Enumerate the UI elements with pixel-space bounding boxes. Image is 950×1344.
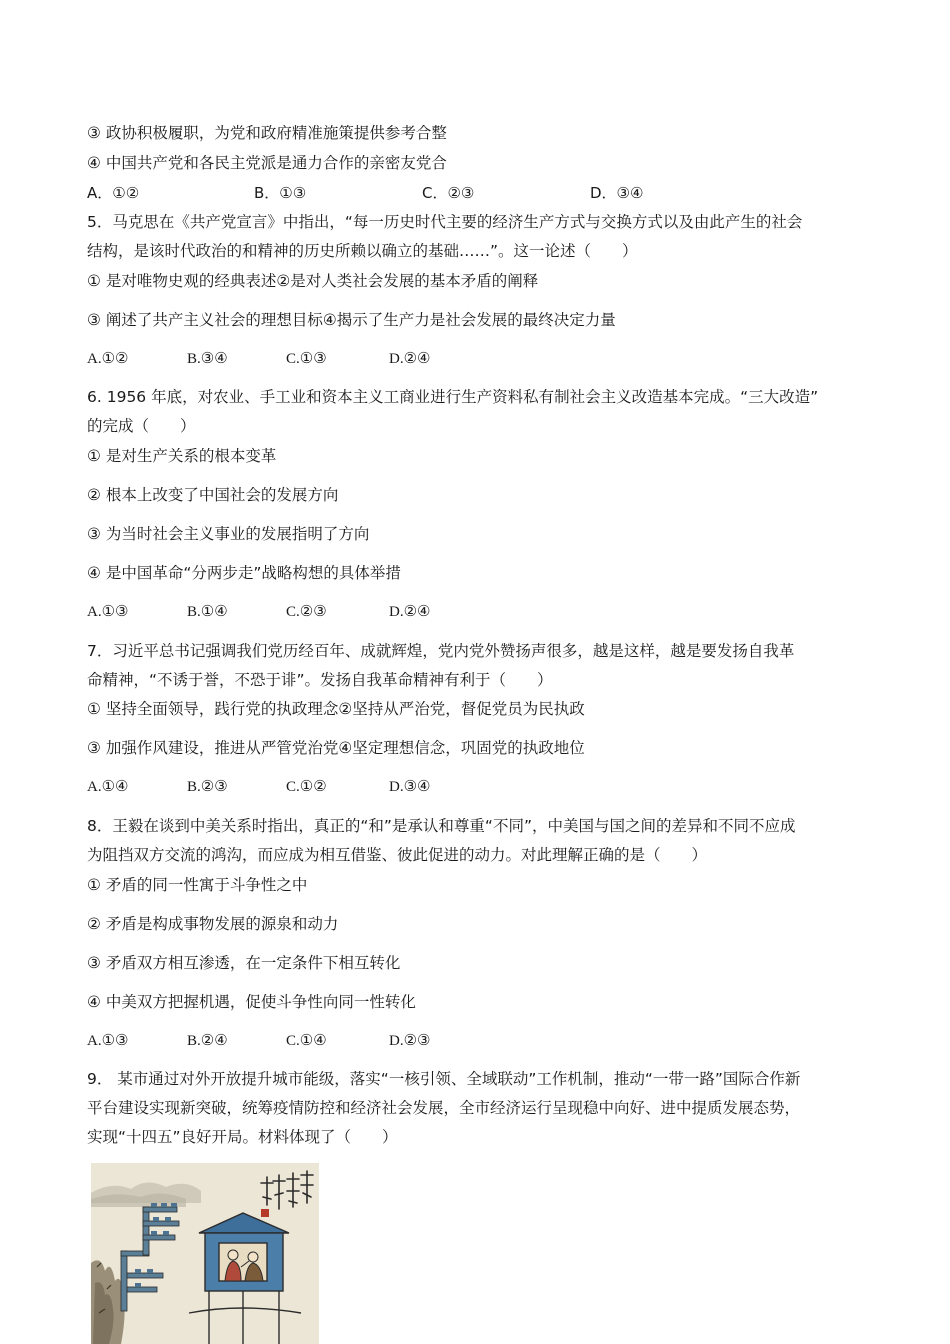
q6-stem-line-2: 的完成（ ）	[87, 417, 196, 435]
q6-item-3: ③ 为当时社会主义事业的发展指明了方向	[87, 525, 370, 543]
q7-items-line-1: ① 坚持全面领导，践行党的执政理念②坚持从严治党，督促党员为民执政	[87, 700, 585, 718]
q8-option-a: A.①③	[87, 1033, 129, 1049]
q8-option-b: B.②④	[187, 1033, 228, 1049]
q4-option-b: B．①③	[254, 184, 307, 202]
q6-option-a: A.①③	[87, 604, 129, 620]
q6-option-d: D.②④	[389, 604, 431, 620]
q5-option-c: C.①③	[286, 351, 327, 367]
q6-item-1: ① 是对生产关系的根本变革	[87, 447, 277, 465]
q8-item-2: ② 矛盾是构成事物发展的源泉和动力	[87, 915, 339, 933]
q7-option-b: B.②③	[187, 779, 228, 795]
q6-option-b: B.①④	[187, 604, 228, 620]
q5-stem-line-2: 结构，是该时代政治的和精神的历史所赖以确立的基础……”。这一论述（ ）	[87, 242, 638, 260]
q5-items-line-1: ① 是对唯物史观的经典表述②是对人类社会发展的基本矛盾的阐释	[87, 272, 539, 290]
q5-stem-line-1: 5．马克思在《共产党宣言》中指出，“每一历史时代主要的经济生产方式与交换方式以及由此产生的社会	[87, 213, 803, 231]
q8-item-1: ① 矛盾的同一性寓于斗争性之中	[87, 876, 308, 894]
q4-item-3: ③ 政协积极履职，为党和政府精准施策提供参考合整	[87, 124, 447, 142]
q8-stem-line-1: 8．王毅在谈到中美关系时指出，真正的“和”是承认和尊重“不同”，中美国与国之间的差异和不同不应成	[87, 817, 796, 835]
q9-stem-line-3: 实现“十四五”良好开局。材料体现了（ ）	[87, 1128, 398, 1146]
q9-stem-line-1: 9． 某市通过对外开放提升城市能级，落实“一核引领、全域联动”工作机制，推动“一带一路”国际合作新	[87, 1070, 801, 1088]
q7-option-d: D.③④	[389, 779, 431, 795]
q7-option-c: C.①②	[286, 779, 327, 795]
q4-option-c: C．②③	[422, 184, 475, 202]
q5-items-line-2: ③ 阐述了共产主义社会的理想目标④揭示了生产力是社会发展的最终决定力量	[87, 311, 616, 329]
q4-option-a: A．①②	[87, 184, 140, 202]
q8-stem-line-2: 为阻挡双方交流的鸿沟，而应成为相互借鉴、彼此促进的动力。对此理解正确的是（ ）	[87, 846, 708, 864]
cartoon-illustration	[91, 1163, 319, 1344]
q7-items-line-2: ③ 加强作风建设，推进从严管党治党④坚定理想信念，巩固党的执政地位	[87, 739, 585, 757]
q5-option-d: D.②④	[389, 351, 431, 367]
q7-stem-line-2: 命精神，“不诱于誉，不恐于诽”。发扬自我革命精神有利于（ ）	[87, 671, 553, 689]
q4-item-4: ④ 中国共产党和各民主党派是通力合作的亲密友党合	[87, 154, 447, 172]
q8-item-4: ④ 中美双方把握机遇，促使斗争性向同一性转化	[87, 993, 416, 1011]
q8-item-3: ③ 矛盾双方相互渗透，在一定条件下相互转化	[87, 954, 401, 972]
q7-option-a: A.①④	[87, 779, 129, 795]
q6-option-c: C.②③	[286, 604, 327, 620]
q9-stem-line-2: 平台建设实现新突破，统筹疫情防控和经济社会发展，全市经济运行呈现稳中向好、进中提质发展态势，	[87, 1099, 801, 1117]
q6-item-2: ② 根本上改变了中国社会的发展方向	[87, 486, 339, 504]
q6-item-4: ④ 是中国革命“分两步走”战略构想的具体举措	[87, 564, 401, 582]
q8-option-d: D.②③	[389, 1033, 431, 1049]
q7-stem-line-1: 7．习近平总书记强调我们党历经百年、成就辉煌，党内党外赞扬声很多，越是这样，越是要发扬自我革	[87, 642, 795, 660]
q6-stem-line-1: 6. 1956 年底，对农业、手工业和资本主义工商业进行生产资料私有制社会主义改造基本完成。“三大改造”	[87, 388, 819, 406]
q4-option-d: D．③④	[590, 184, 644, 202]
q8-option-c: C.①④	[286, 1033, 327, 1049]
q5-option-a: A.①②	[87, 351, 129, 367]
q5-option-b: B.③④	[187, 351, 228, 367]
